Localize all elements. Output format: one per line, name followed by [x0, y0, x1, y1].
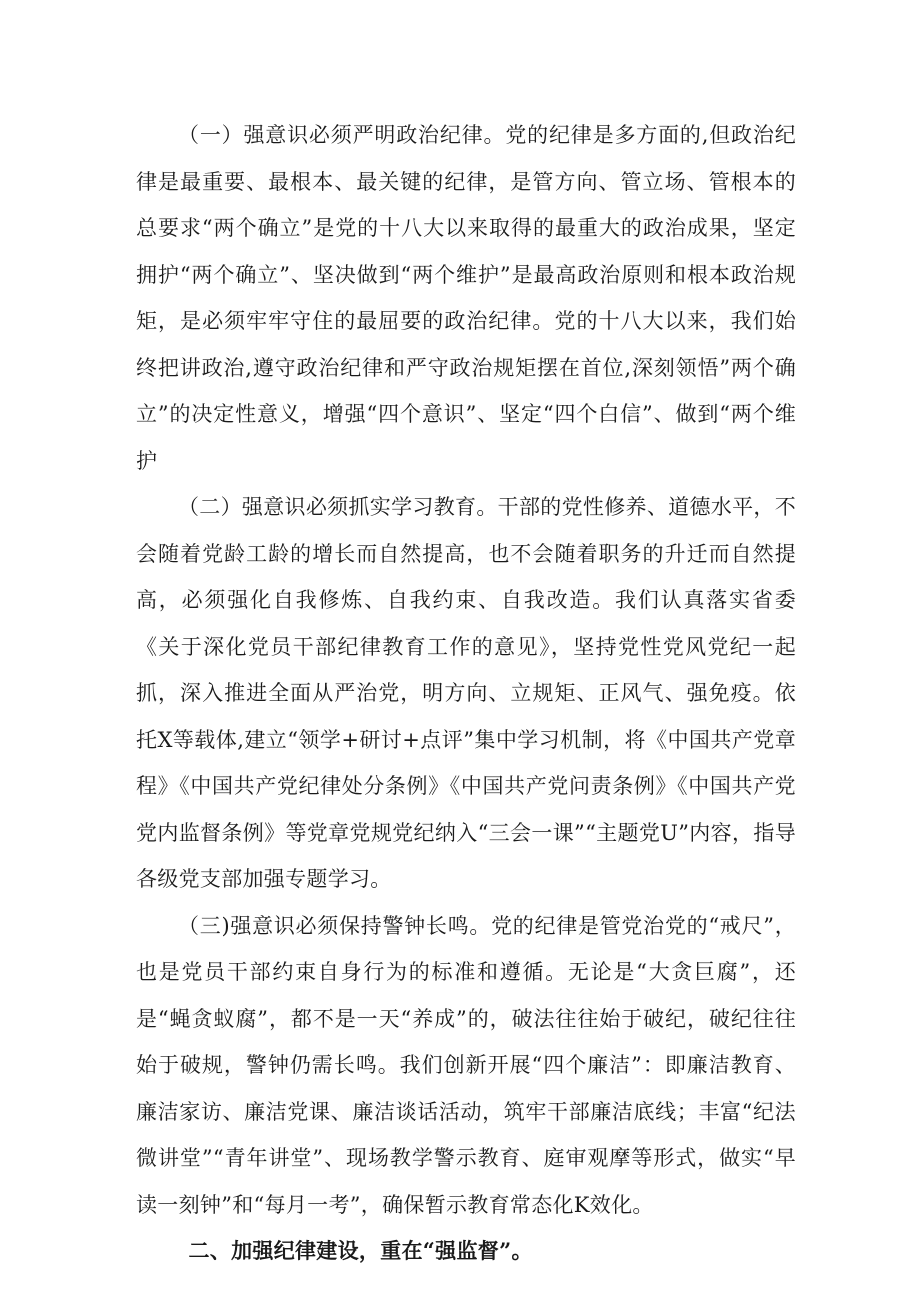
paragraph-warning-bell: （三)强意识必须保持警钟长鸣。党的纪律是管党治党的“戒尺”，也是党员干部约束自身行为的标准和遵循。无论是“大贪巨腐”，还是“蝇贪蚁腐”，都不是一天“养成”的，破法往往始于破纪，破纪往往始于破规，警钟仍需长鸣。我们创新开展“四个廉洁”：即廉洁教育、廉洁家访、廉洁党课、廉洁谈话活动，筑牢干部廉洁底线；丰富“纪法微讲堂”“青年讲堂”、现场教学警示教育、庭审观摩等形式，做实“早读一刻钟”和“每月一考”，确保暂示教育常态化K效化。	[136, 913, 796, 1217]
section-heading-supervision: 二、加强纪律建设，重在“强监督”。	[188, 1238, 533, 1263]
paragraph-study-education: （二）强意识必须抓实学习教育。干部的党性修养、道德水平，不会随着党龄工龄的增长而自然提高，也不会随着职务的升迁而自然提高，必须强化自我修炼、自我约束、自我改造。我们认真落实省委《关于深化党员干部纪律教育工作的意见》，坚持党性党风党纪一起抓，深入推进全面从严治党，明方向、立规矩、正风气、强免疫。依托X等载体,建立“领学+研讨+点评”集中学习机制，将《中国共产党章程》《中国共产党纪律处分条例》《中国共产党问责条例》《中国共产党党内监督条例》等党章党规党纪纳入“三会一课”“主题党U”内容，指导各级党支部加强专题学习。	[136, 495, 796, 891]
document-page	[136, 112, 796, 1275]
paragraph-political-discipline: （一）强意识必须严明政治纪律。党的纪律是多方面的,但政治纪律是最重要、最根本、最关键的纪律，是管方向、管立场、管根本的总要求“两个确立”是党的十八大以来取得的最重大的政治成果，坚定拥护“两个确立”、坚决做到“两个维护”是最高政治原则和根本政治规矩，是必须牢牢守住的最屈要的政治纪律。党的十八大以来，我们始终把讲政治,遵守政治纪律和严守政治规矩摆在首位,深刻领悟”两个确立”的决定性意义，增强“四个意识”、坚定“四个白信”、做到“两个维护	[136, 123, 796, 473]
